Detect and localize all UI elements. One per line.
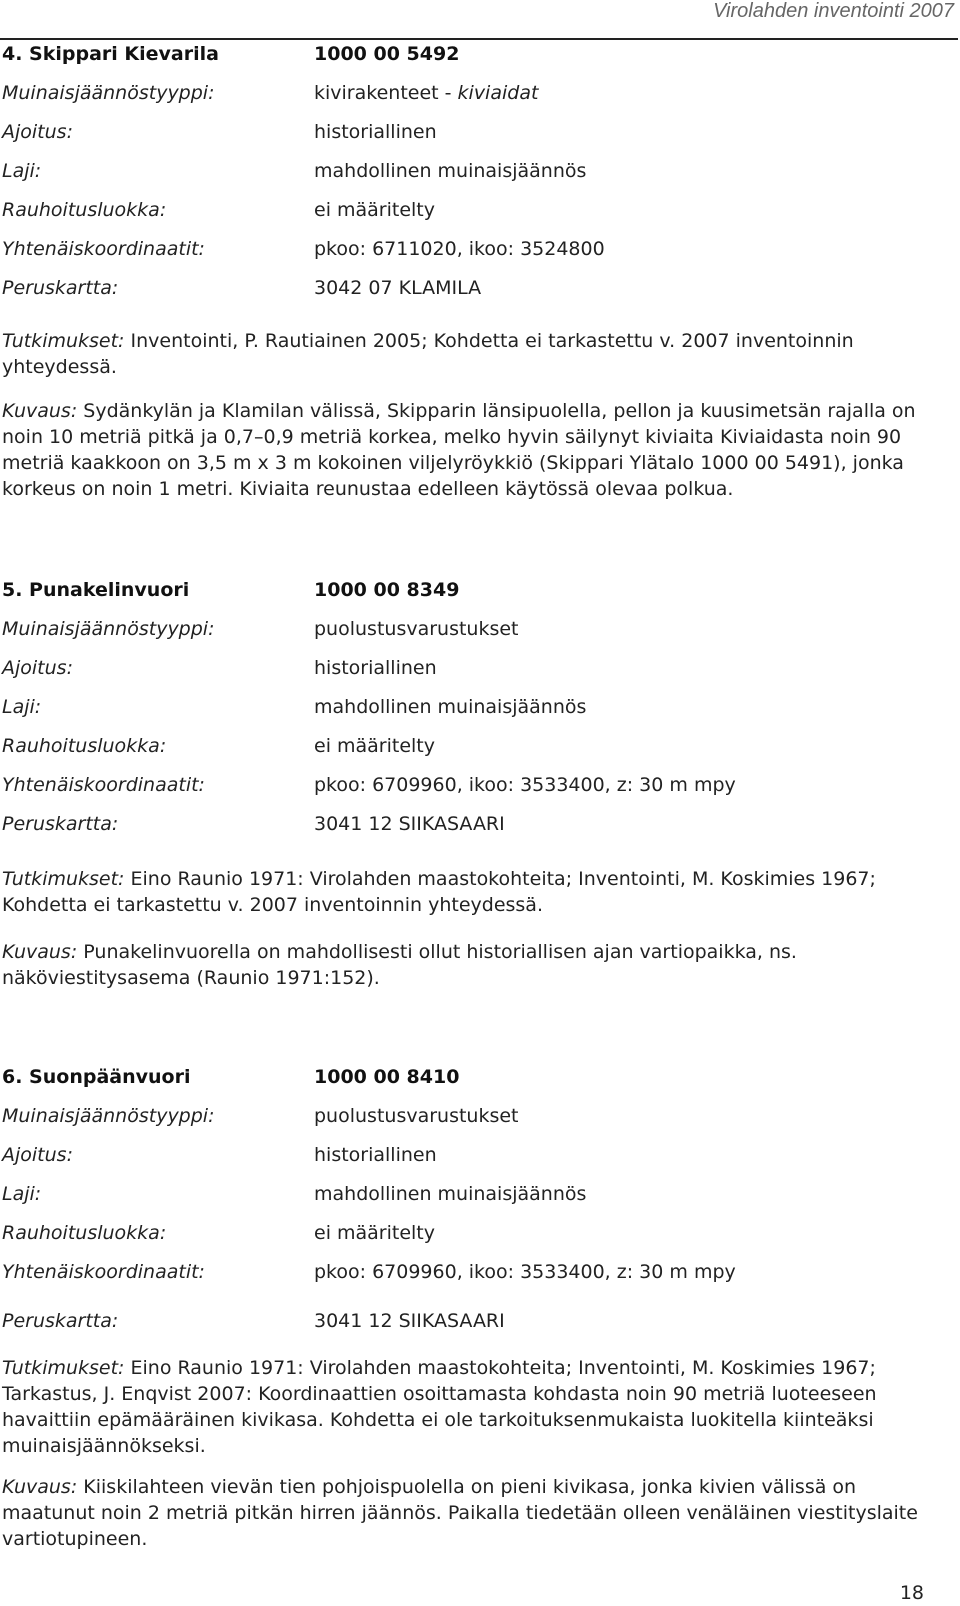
field-value: ei määritelty (314, 199, 436, 221)
field-value: historiallinen (314, 1144, 437, 1166)
entry-title: 6. Suonpäänvuori (2, 1066, 191, 1088)
field-label: Ajoitus: (2, 1144, 73, 1166)
page-number: 18 (899, 1582, 924, 1604)
field-row (0, 1099, 958, 1138)
field-label: Muinaisjäännöstyyppi: (2, 82, 215, 104)
field-label: Rauhoitusluokka: (2, 735, 167, 757)
field-row (0, 232, 958, 271)
field-row (0, 76, 958, 115)
field-value: pkoo: 6711020, ikoo: 3524800 (314, 238, 605, 260)
field-value: mahdollinen muinaisjäännös (314, 160, 587, 182)
field-row (0, 690, 958, 729)
field-value: puolustusvarustukset (314, 1105, 519, 1127)
tutkimukset-paragraph: Tutkimukset: Inventointi, P. Rautiainen 2005; Kohdetta ei tarkastettu v. 2007 inventoinnin yhteydessä. (2, 330, 854, 378)
page-header (0, 0, 958, 40)
entry-title: 5. Punakelinvuori (2, 579, 190, 601)
field-label: Laji: (2, 160, 42, 182)
field-value: 3042 07 KLAMILA (314, 277, 482, 299)
entry-code: 1000 00 5492 (314, 43, 460, 65)
field-value: historiallinen (314, 121, 437, 143)
entry-code: 1000 00 8410 (314, 1066, 460, 1088)
field-row (0, 1255, 958, 1294)
field-row (0, 154, 958, 193)
kuvaus-paragraph: Kuvaus: Kiiskilahteen vievän tien pohjoispuolella on pieni kivikasa, jonka kivien välissä on maatunut noin 2 metriä pitkän hirren jäännös. Paikalla tiedetään olleen venäläinen viestityslaite vartiotupineen. (2, 1476, 918, 1550)
field-value: 3041 12 SIIKASAARI (314, 813, 505, 835)
entry-punakelinvuori (0, 573, 958, 846)
field-label: Ajoitus: (2, 121, 73, 143)
field-value: historiallinen (314, 657, 437, 679)
entry-title: 4. Skippari Kievarila (2, 43, 219, 65)
field-label: Peruskartta: (2, 277, 119, 299)
field-row (0, 1294, 958, 1343)
kuvaus-paragraph: Kuvaus: Sydänkylän ja Klamilan välissä, Skipparin länsipuolella, pellon ja kuusimetsän rajalla on noin 10 metriä pitkä ja 0,7–0,9 metriä korkea, melko hyvin säilynyt kiviaita Kiviaidasta noin 90 metriä kaakkoon on 3,5 m x 3 m kokoinen viljelyröykkiö (Skippari Ylätalo 1000 00 5491), jonka korkeus on noin 1 metri. Kiviaita reunustaa edelleen käytössä olevaa polkua. (2, 400, 916, 500)
field-label: Yhtenäiskoordinaatit: (2, 238, 205, 260)
field-row (0, 115, 958, 154)
field-value: 3041 12 SIIKASAARI (314, 1310, 505, 1332)
field-label: Yhtenäiskoordinaatit: (2, 1261, 205, 1283)
field-row (0, 807, 958, 846)
field-value: ei määritelty (314, 1222, 436, 1244)
field-value: mahdollinen muinaisjäännös (314, 1183, 587, 1205)
field-label: Muinaisjäännöstyyppi: (2, 618, 215, 640)
entry-title-row (0, 573, 958, 612)
field-label: Laji: (2, 1183, 42, 1205)
field-label: Peruskartta: (2, 1310, 119, 1332)
field-value: ei määritelty (314, 735, 436, 757)
field-label: Muinaisjäännöstyyppi: (2, 1105, 215, 1127)
field-label: Peruskartta: (2, 813, 119, 835)
tutkimukset-paragraph: Tutkimukset: Eino Raunio 1971: Virolahden maastokohteita; Inventointi, M. Koskimies 1967; Tarkastus, J. Enqvist 2007: Koordinaattien osoittamasta kohdasta noin 90 metriä luoteeseen havaittiin epämääräinen kivikasa. Kohdetta ei ole tarkoituksenmukaista luokitella kiinteäksi muinaisjäännökseksi. (2, 1357, 877, 1457)
field-row (0, 1138, 958, 1177)
field-row (0, 193, 958, 232)
field-label: Ajoitus: (2, 657, 73, 679)
tutkimukset-paragraph: Tutkimukset: Eino Raunio 1971: Virolahden maastokohteita; Inventointi, M. Koskimies 1967; Kohdetta ei tarkastettu v. 2007 inventoinnin yhteydessä. (2, 868, 876, 916)
field-label: Rauhoitusluokka: (2, 1222, 167, 1244)
field-value: pkoo: 6709960, ikoo: 3533400, z: 30 m mpy (314, 1261, 736, 1283)
field-row (0, 1177, 958, 1216)
field-label: Rauhoitusluokka: (2, 199, 167, 221)
field-row (0, 271, 958, 310)
kuvaus-paragraph: Kuvaus: Punakelinvuorella on mahdollisesti ollut historiallisen ajan vartiopaikka, ns. näköviestitysasema (Raunio 1971:152). (2, 941, 797, 989)
field-value: pkoo: 6709960, ikoo: 3533400, z: 30 m mpy (314, 774, 736, 796)
document-title: Virolahden inventointi 2007 (713, 0, 954, 22)
field-label: Yhtenäiskoordinaatit: (2, 774, 205, 796)
field-row (0, 729, 958, 768)
entry-suonpaanvuori (0, 1060, 958, 1343)
entry-skippari-kievarila (0, 37, 958, 310)
field-row (0, 612, 958, 651)
field-row (0, 651, 958, 690)
entry-code: 1000 00 8349 (314, 579, 460, 601)
field-value: puolustusvarustukset (314, 618, 519, 640)
field-row (0, 1216, 958, 1255)
entry-title-row (0, 37, 958, 76)
field-row (0, 768, 958, 807)
field-label: Laji: (2, 696, 42, 718)
field-value: mahdollinen muinaisjäännös (314, 696, 587, 718)
field-value: kivirakenteet - kiviaidat (314, 82, 539, 104)
entry-title-row (0, 1060, 958, 1099)
